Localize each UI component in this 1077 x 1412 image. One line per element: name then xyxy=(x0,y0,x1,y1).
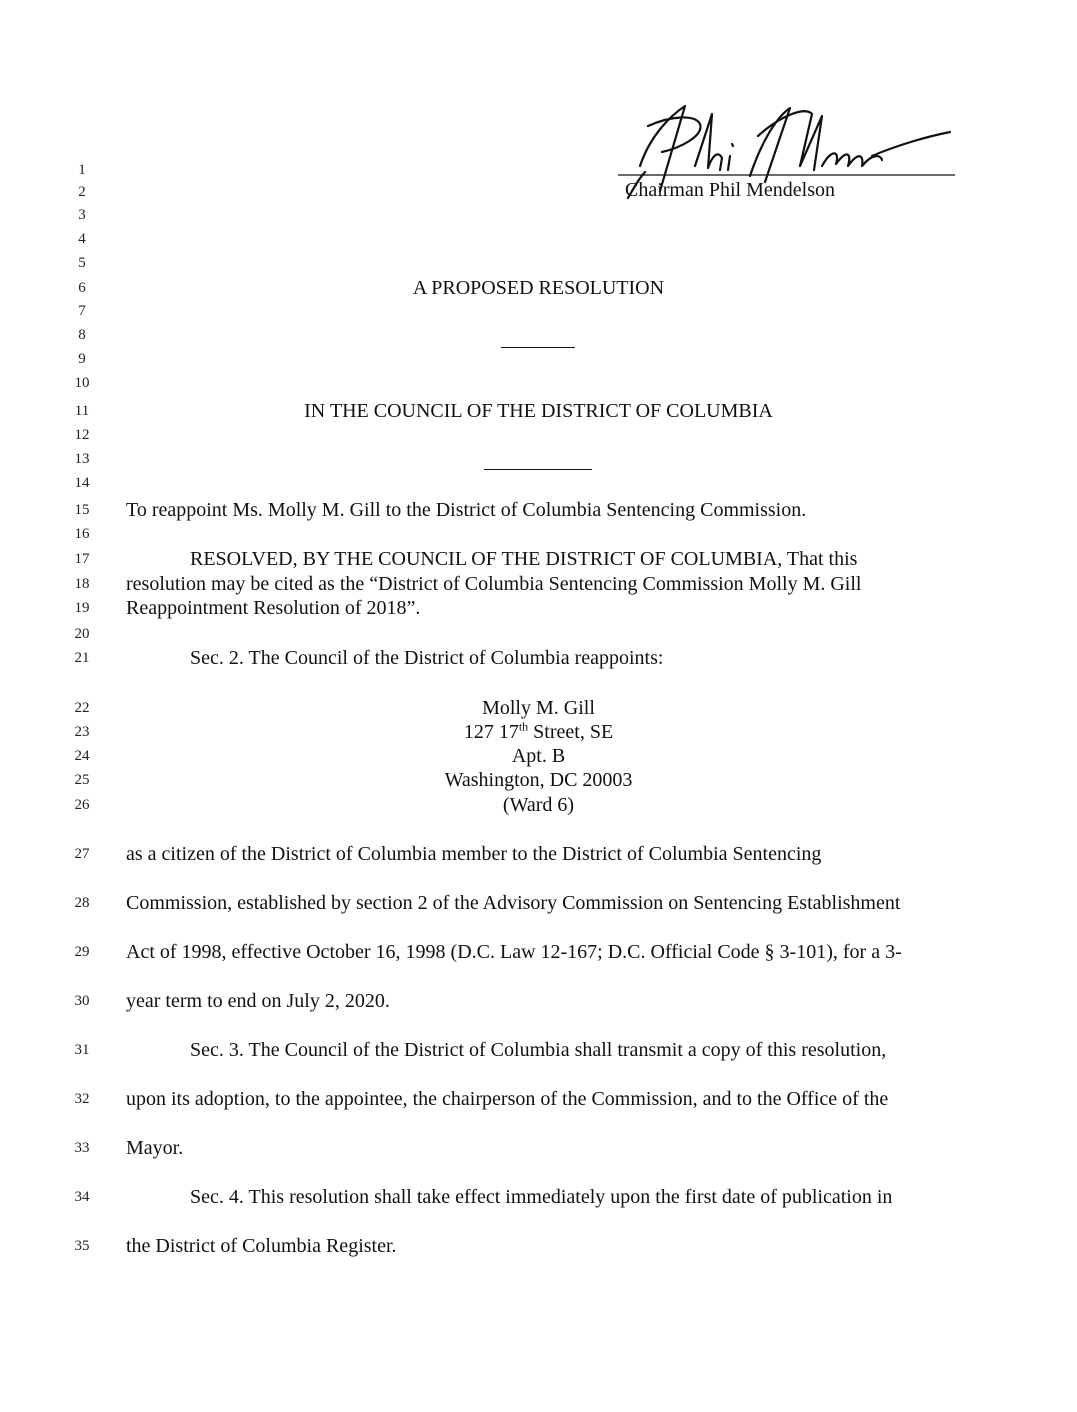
line-number: 29 xyxy=(74,944,90,960)
line-number: 15 xyxy=(74,502,90,518)
appointee-street xyxy=(0,720,1077,744)
line-number: 8 xyxy=(78,327,86,343)
line-number: 32 xyxy=(74,1091,90,1107)
line-number: 9 xyxy=(78,351,86,367)
line-number: 27 xyxy=(74,846,90,862)
line-number: 33 xyxy=(74,1140,90,1156)
street-number: 127 17 xyxy=(463,721,519,743)
heading-divider xyxy=(484,469,592,470)
line-number: 31 xyxy=(74,1042,90,1058)
line-number: 16 xyxy=(74,526,90,542)
sec2-body-4: year term to end on July 2, 2020. xyxy=(126,990,390,1012)
line-number: 34 xyxy=(74,1189,90,1205)
line-number: 20 xyxy=(74,626,90,642)
resolved-line-1: RESOLVED, BY THE COUNCIL OF THE DISTRICT OF COLUMBIA, That this xyxy=(190,548,858,570)
council-heading: IN THE COUNCIL OF THE DISTRICT OF COLUMBIA xyxy=(304,400,773,422)
title-divider xyxy=(501,347,575,348)
sec2-body-3: Act of 1998, effective October 16, 1998 (D.C. Law 12-167; D.C. Official Code § 3-101), for a 3- xyxy=(126,941,902,963)
line-number: 6 xyxy=(78,280,86,296)
sec2-body-1: as a citizen of the District of Columbia member to the District of Columbia Sentencing xyxy=(126,843,822,865)
line-number: 14 xyxy=(74,475,90,491)
line-number: 10 xyxy=(74,375,90,391)
line-number: 19 xyxy=(74,600,90,616)
appointee-apt: Apt. B xyxy=(511,745,566,767)
appointee-name: Molly M. Gill xyxy=(482,697,595,719)
sec3-line-3: Mayor. xyxy=(126,1137,184,1159)
line-number: 17 xyxy=(74,551,90,567)
sec4-line-1: Sec. 4. This resolution shall take effect immediately upon the first date of publication in xyxy=(190,1186,893,1208)
line-number: 30 xyxy=(74,993,90,1009)
line-number: 4 xyxy=(78,231,86,247)
sec4-line-2: the District of Columbia Register. xyxy=(126,1235,397,1257)
line-number: 3 xyxy=(78,207,86,223)
line-number: 11 xyxy=(74,403,90,419)
purpose-line: To reappoint Ms. Molly M. Gill to the District of Columbia Sentencing Commission. xyxy=(126,499,807,521)
line-number: 7 xyxy=(78,303,86,319)
line-number: 1 xyxy=(78,162,86,178)
line-number: 24 xyxy=(74,748,90,764)
street-rest: Street, SE xyxy=(528,721,614,743)
line-number: 28 xyxy=(74,895,90,911)
appointee-ward: (Ward 6) xyxy=(502,794,575,816)
street-ordinal: th xyxy=(518,719,529,734)
line-number: 23 xyxy=(74,724,90,740)
resolved-line-2: resolution may be cited as the “District of Columbia Sentencing Commission Molly M. Gill xyxy=(126,573,862,595)
resolved-line-3: Reappointment Resolution of 2018”. xyxy=(126,597,421,619)
line-number: 26 xyxy=(74,797,90,813)
signer-title: Chairman Phil Mendelson xyxy=(625,179,835,201)
line-number: 18 xyxy=(74,576,90,592)
document-title: A PROPOSED RESOLUTION xyxy=(412,277,665,299)
sec2-intro: Sec. 2. The Council of the District of Columbia reappoints: xyxy=(190,647,664,669)
sec2-body-2: Commission, established by section 2 of the Advisory Commission on Sentencing Establishment xyxy=(126,892,901,914)
sec3-line-1: Sec. 3. The Council of the District of Columbia shall transmit a copy of this resolution, xyxy=(190,1039,887,1061)
line-number: 21 xyxy=(74,650,90,666)
appointee-city: Washington, DC 20003 xyxy=(444,769,633,791)
line-number: 25 xyxy=(74,772,90,788)
line-number: 22 xyxy=(74,700,90,716)
line-number: 2 xyxy=(78,184,86,200)
line-number: 5 xyxy=(78,255,86,271)
line-number: 12 xyxy=(74,427,90,443)
line-number: 35 xyxy=(74,1238,90,1254)
line-number: 13 xyxy=(74,451,90,467)
sec3-line-2: upon its adoption, to the appointee, the chairperson of the Commission, and to the Office of the xyxy=(126,1088,889,1110)
